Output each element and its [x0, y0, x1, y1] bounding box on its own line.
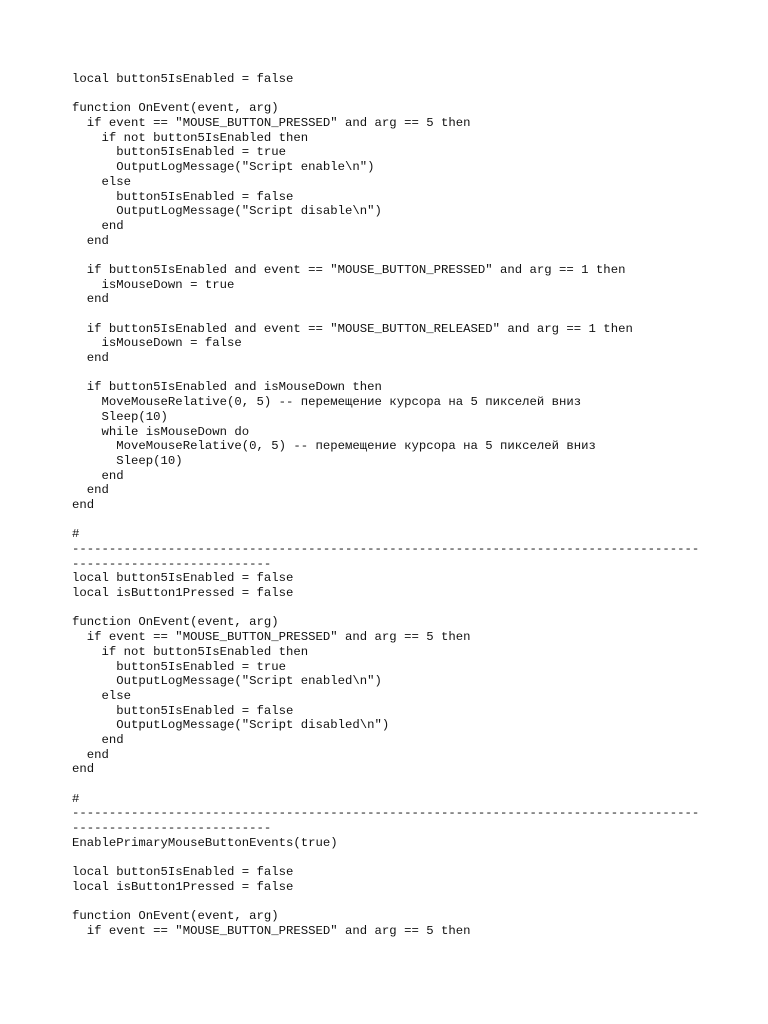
code-line — [72, 601, 732, 616]
code-line: if not button5IsEnabled then — [72, 130, 309, 145]
code-line: else — [72, 174, 132, 189]
code-line: end — [72, 292, 109, 307]
code-line: OutputLogMessage("Script enabled\n") — [72, 674, 382, 689]
code-line: if event == "MOUSE_BUTTON_PRESSED" and arg == 5 then — [72, 630, 471, 645]
code-line — [72, 777, 732, 792]
code-line: end — [72, 233, 109, 248]
code-line: end — [72, 762, 95, 777]
code-line: if button5IsEnabled and event == "MOUSE_BUTTON_RELEASED" and arg == 1 then — [72, 321, 633, 336]
code-line: else — [72, 688, 132, 703]
code-line: --------------------------- — [72, 556, 272, 571]
code-line: end — [72, 218, 124, 233]
code-line: ------------------------------------------------------------------------------------- — [72, 806, 700, 821]
code-line — [72, 248, 732, 263]
code-line: button5IsEnabled = false — [72, 703, 294, 718]
code-line: button5IsEnabled = true — [72, 659, 287, 674]
code-line: local button5IsEnabled = false — [72, 72, 294, 86]
code-line: local button5IsEnabled = false — [72, 571, 294, 586]
code-line — [72, 87, 732, 102]
code-line — [72, 307, 732, 322]
code-line: EnablePrimaryMouseButtonEvents(true) — [72, 835, 338, 850]
code-line: function OnEvent(event, arg) — [72, 101, 279, 116]
code-line: isMouseDown = true — [72, 277, 235, 292]
code-line: if event == "MOUSE_BUTTON_PRESSED" and arg == 5 then — [72, 116, 471, 131]
code-line: end — [72, 732, 124, 747]
code-line: while isMouseDown do — [72, 424, 250, 439]
code-line: button5IsEnabled = false — [72, 189, 294, 204]
code-line — [72, 895, 732, 910]
code-line — [72, 366, 732, 381]
code-line: local isButton1Pressed = false — [72, 586, 294, 601]
code-line: end — [72, 747, 109, 762]
code-line: ------------------------------------------------------------------------------------- — [72, 542, 700, 556]
code-line: # — [72, 791, 80, 806]
code-line: end — [72, 497, 95, 512]
code-line: Sleep(10) — [72, 409, 168, 424]
code-line — [72, 513, 732, 528]
code-listing — [72, 72, 732, 939]
code-line: if not button5IsEnabled then — [72, 644, 309, 659]
code-line — [72, 850, 732, 865]
code-line: OutputLogMessage("Script disabled\n") — [72, 718, 390, 733]
code-line: end — [72, 483, 109, 498]
code-line: local button5IsEnabled = false — [72, 865, 294, 880]
code-line: isMouseDown = false — [72, 336, 242, 351]
code-line: function OnEvent(event, arg) — [72, 615, 279, 630]
code-line: --------------------------- — [72, 821, 272, 836]
code-line: OutputLogMessage("Script disable\n") — [72, 204, 382, 219]
code-line: end — [72, 468, 124, 483]
code-line: # — [72, 527, 80, 542]
code-line: OutputLogMessage("Script enable\n") — [72, 160, 375, 175]
code-line: if event == "MOUSE_BUTTON_PRESSED" and arg == 5 then — [72, 923, 471, 938]
code-line: local isButton1Pressed = false — [72, 879, 294, 894]
code-line: if button5IsEnabled and isMouseDown then — [72, 380, 382, 395]
code-line: Sleep(10) — [72, 453, 183, 468]
code-line: end — [72, 351, 109, 366]
code-line: MoveMouseRelative(0, 5) -- перемещение курсора на 5 пикселей вниз — [72, 395, 582, 410]
code-line: MoveMouseRelative(0, 5) -- перемещение курсора на 5 пикселей вниз — [72, 439, 596, 454]
code-line: button5IsEnabled = true — [72, 145, 287, 160]
code-line: function OnEvent(event, arg) — [72, 909, 279, 924]
code-line: if button5IsEnabled and event == "MOUSE_BUTTON_PRESSED" and arg == 1 then — [72, 262, 626, 277]
